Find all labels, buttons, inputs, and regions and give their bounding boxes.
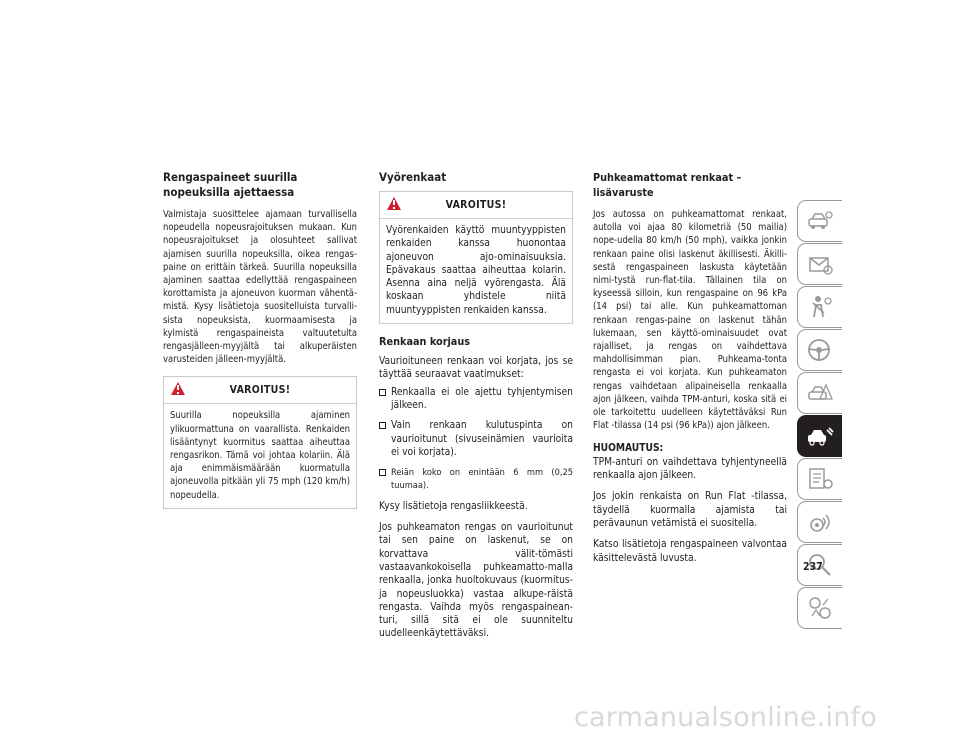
warning-header xyxy=(164,377,356,404)
list-item: Vain renkaan kulutuspinta on vaurioitunut (sivuseinämien vaurioita ei voi korjata). xyxy=(379,419,573,459)
steering-wheel-icon xyxy=(806,336,834,364)
checkbox-bullet-icon xyxy=(379,389,386,396)
section-heading: Rengaspaineet suurilla nopeuksilla ajettaessa xyxy=(163,170,298,199)
body-paragraph: Jos autossa on puhkeamattomat renkaat, autolla voi ajaa 80 kilometriä (50 mailia) nope-udella 80 km/h (50 mph), vaikka jonkin renkaan paine olisi laskenut äkillisesti. Äkilli-sestä rengaspaineen laskusta käytetään nimi-tystä run-flat-tila. Tällainen tila on kyseessä silloin, kun rengaspaine on 96 kPa (14 psi) tai alle. Kun puhkeamattoman renkaan rengas-paine on laskenut tähän lukemaan, sen käyttö-ominaisuudet ovat rajalliset, ja rengas on vaihdettava mahdollisimman pian. Puhkeama-tonta rengasta ei voi korjata. Kun puhkeamaton rengas vaihdetaan alipaineisella renkaalla ajon jälkeen, vaihda TPM-anturi, koska sitä ei ole tarkoitettu uudelleen käytettäväksi Run Flat -tilassa (14 psi (96 kPa)) ajon jälkeen. xyxy=(593,209,787,432)
envelope-icon xyxy=(806,250,834,278)
warning-box xyxy=(379,191,573,324)
list-item: Reiän koko on enintään 6 mm (0,25 tuumaa). xyxy=(379,466,573,493)
checkbox-bullet-icon xyxy=(379,469,386,476)
checkbox-bullet-icon xyxy=(379,422,386,429)
tab-messages[interactable] xyxy=(797,243,842,285)
roadside-icon xyxy=(806,379,834,407)
warning-text: Vyörenkaiden käyttö muuntyyppisten renkaiden kanssa huonontaa ajoneuvon ajo-ominaisuuksia. Epävakaus saattaa aiheuttaa kolarin. Asenna aina neljä vyörengasta. Älä koskaan yhdistele niitä muuntyyppisten renkaiden kanssa. xyxy=(386,225,566,316)
body-paragraph: Valmistaja suosittelee ajamaan turvallisella nopeudella nopeusrajoituksen mukaan. Kun nopeusrajoitukset ja olosuhteet sallivat ajamisen suurilla nopeuksilla, oikea rengas-paine on erittäin tärkeä. Suurilla nopeuksilla ajaminen saattaa edellyttää rengaspaineen korottamista ja ajoneuvon kuorman vähentä-mistä. Kysy lisätietoja suositelluista turvalli-sista nopeuksista, kuormaamisesta ja kylmistä rengaspaineista valtuutetulta rengasjälleen-myyjältä tai alkuperäisten varusteiden jälleen-myyjältä. xyxy=(163,209,357,366)
tab-vehicle-info[interactable] xyxy=(797,200,842,242)
tab-emergencies[interactable] xyxy=(797,372,842,414)
car-service-icon xyxy=(806,422,834,450)
body-paragraph: Jos puhkeamaton rengas on vaurioitunut tai sen paine on laskenut, se on korvattava välit-tömästi vastaavankokoisella puhkeamatto-malla renkaalla, jonka huoltokuvaus (kuormitus- ja nopeusluokka) vastaa alkupe-räistä rengasta. Vaihda myös rengaspainean-turi, sillä sitä ei ole suunniteltu uudelleenkäytettäväksi. xyxy=(379,522,573,640)
column-right xyxy=(593,170,787,565)
warning-title: VAROITUS! xyxy=(445,199,507,211)
tab-languages[interactable] xyxy=(797,587,842,629)
tab-safety[interactable] xyxy=(797,286,842,328)
tab-driving[interactable] xyxy=(797,329,842,371)
body-paragraph: Katso lisätietoja rengaspaineen valvontaa käsittelevästä luvusta. xyxy=(593,539,787,564)
language-icon xyxy=(806,594,834,622)
tab-multimedia[interactable] xyxy=(797,501,842,543)
list-item: Renkaalla ei ole ajettu tyhjentymisen jälkeen. xyxy=(379,386,573,413)
body-paragraph: Jos jokin renkaista on Run Flat -tilassa, täydellä kuormalla ajamista tai perävaunun vetämistä ei suositella. xyxy=(593,491,787,529)
page-number: 237 xyxy=(803,561,823,573)
intro-paragraph: Vaurioituneen renkaan voi korjata, jos se täyttää seuraavat vaatimukset: xyxy=(379,356,573,381)
body-paragraph: Kysy lisätietoja rengasliikkeestä. xyxy=(379,500,528,512)
specifications-icon xyxy=(806,465,834,493)
note-label: HUOMAUTUS: xyxy=(593,443,664,455)
requirements-list xyxy=(379,386,573,493)
column-middle xyxy=(379,170,573,641)
warning-header xyxy=(380,192,572,219)
multimedia-icon xyxy=(806,508,834,536)
warning-text: Suurilla nopeuksilla ajaminen ylikuormattuna on vaarallista. Renkaiden lisääntynyt kuormitus saattaa aiheuttaa rengasrikon. Tämä voi johtaa kolariin. Älä aja enimmäismäärään kuormatulla ajoneuvolla pitkään yli 75 mph (120 km/h) nopeudella. xyxy=(170,410,350,501)
seatbelt-icon xyxy=(806,293,834,321)
note-text: TPM-anturi on vaihdettava tyhjentyneellä renkaalla ajon jälkeen. xyxy=(593,456,787,482)
column-left xyxy=(163,170,357,509)
tab-servicing[interactable] xyxy=(797,415,842,457)
warning-title: VAROITUS! xyxy=(229,384,291,397)
section-heading: Vyörenkaat xyxy=(379,170,447,184)
vehicle-info-icon xyxy=(806,207,834,235)
warning-box xyxy=(163,376,357,508)
tab-specifications[interactable] xyxy=(797,458,842,500)
subsection-heading: Renkaan korjaus xyxy=(379,335,471,349)
section-heading: Puhkeamattomat renkaat – lisävaruste xyxy=(593,171,742,199)
watermark: carmanualsonline.info xyxy=(574,702,877,733)
